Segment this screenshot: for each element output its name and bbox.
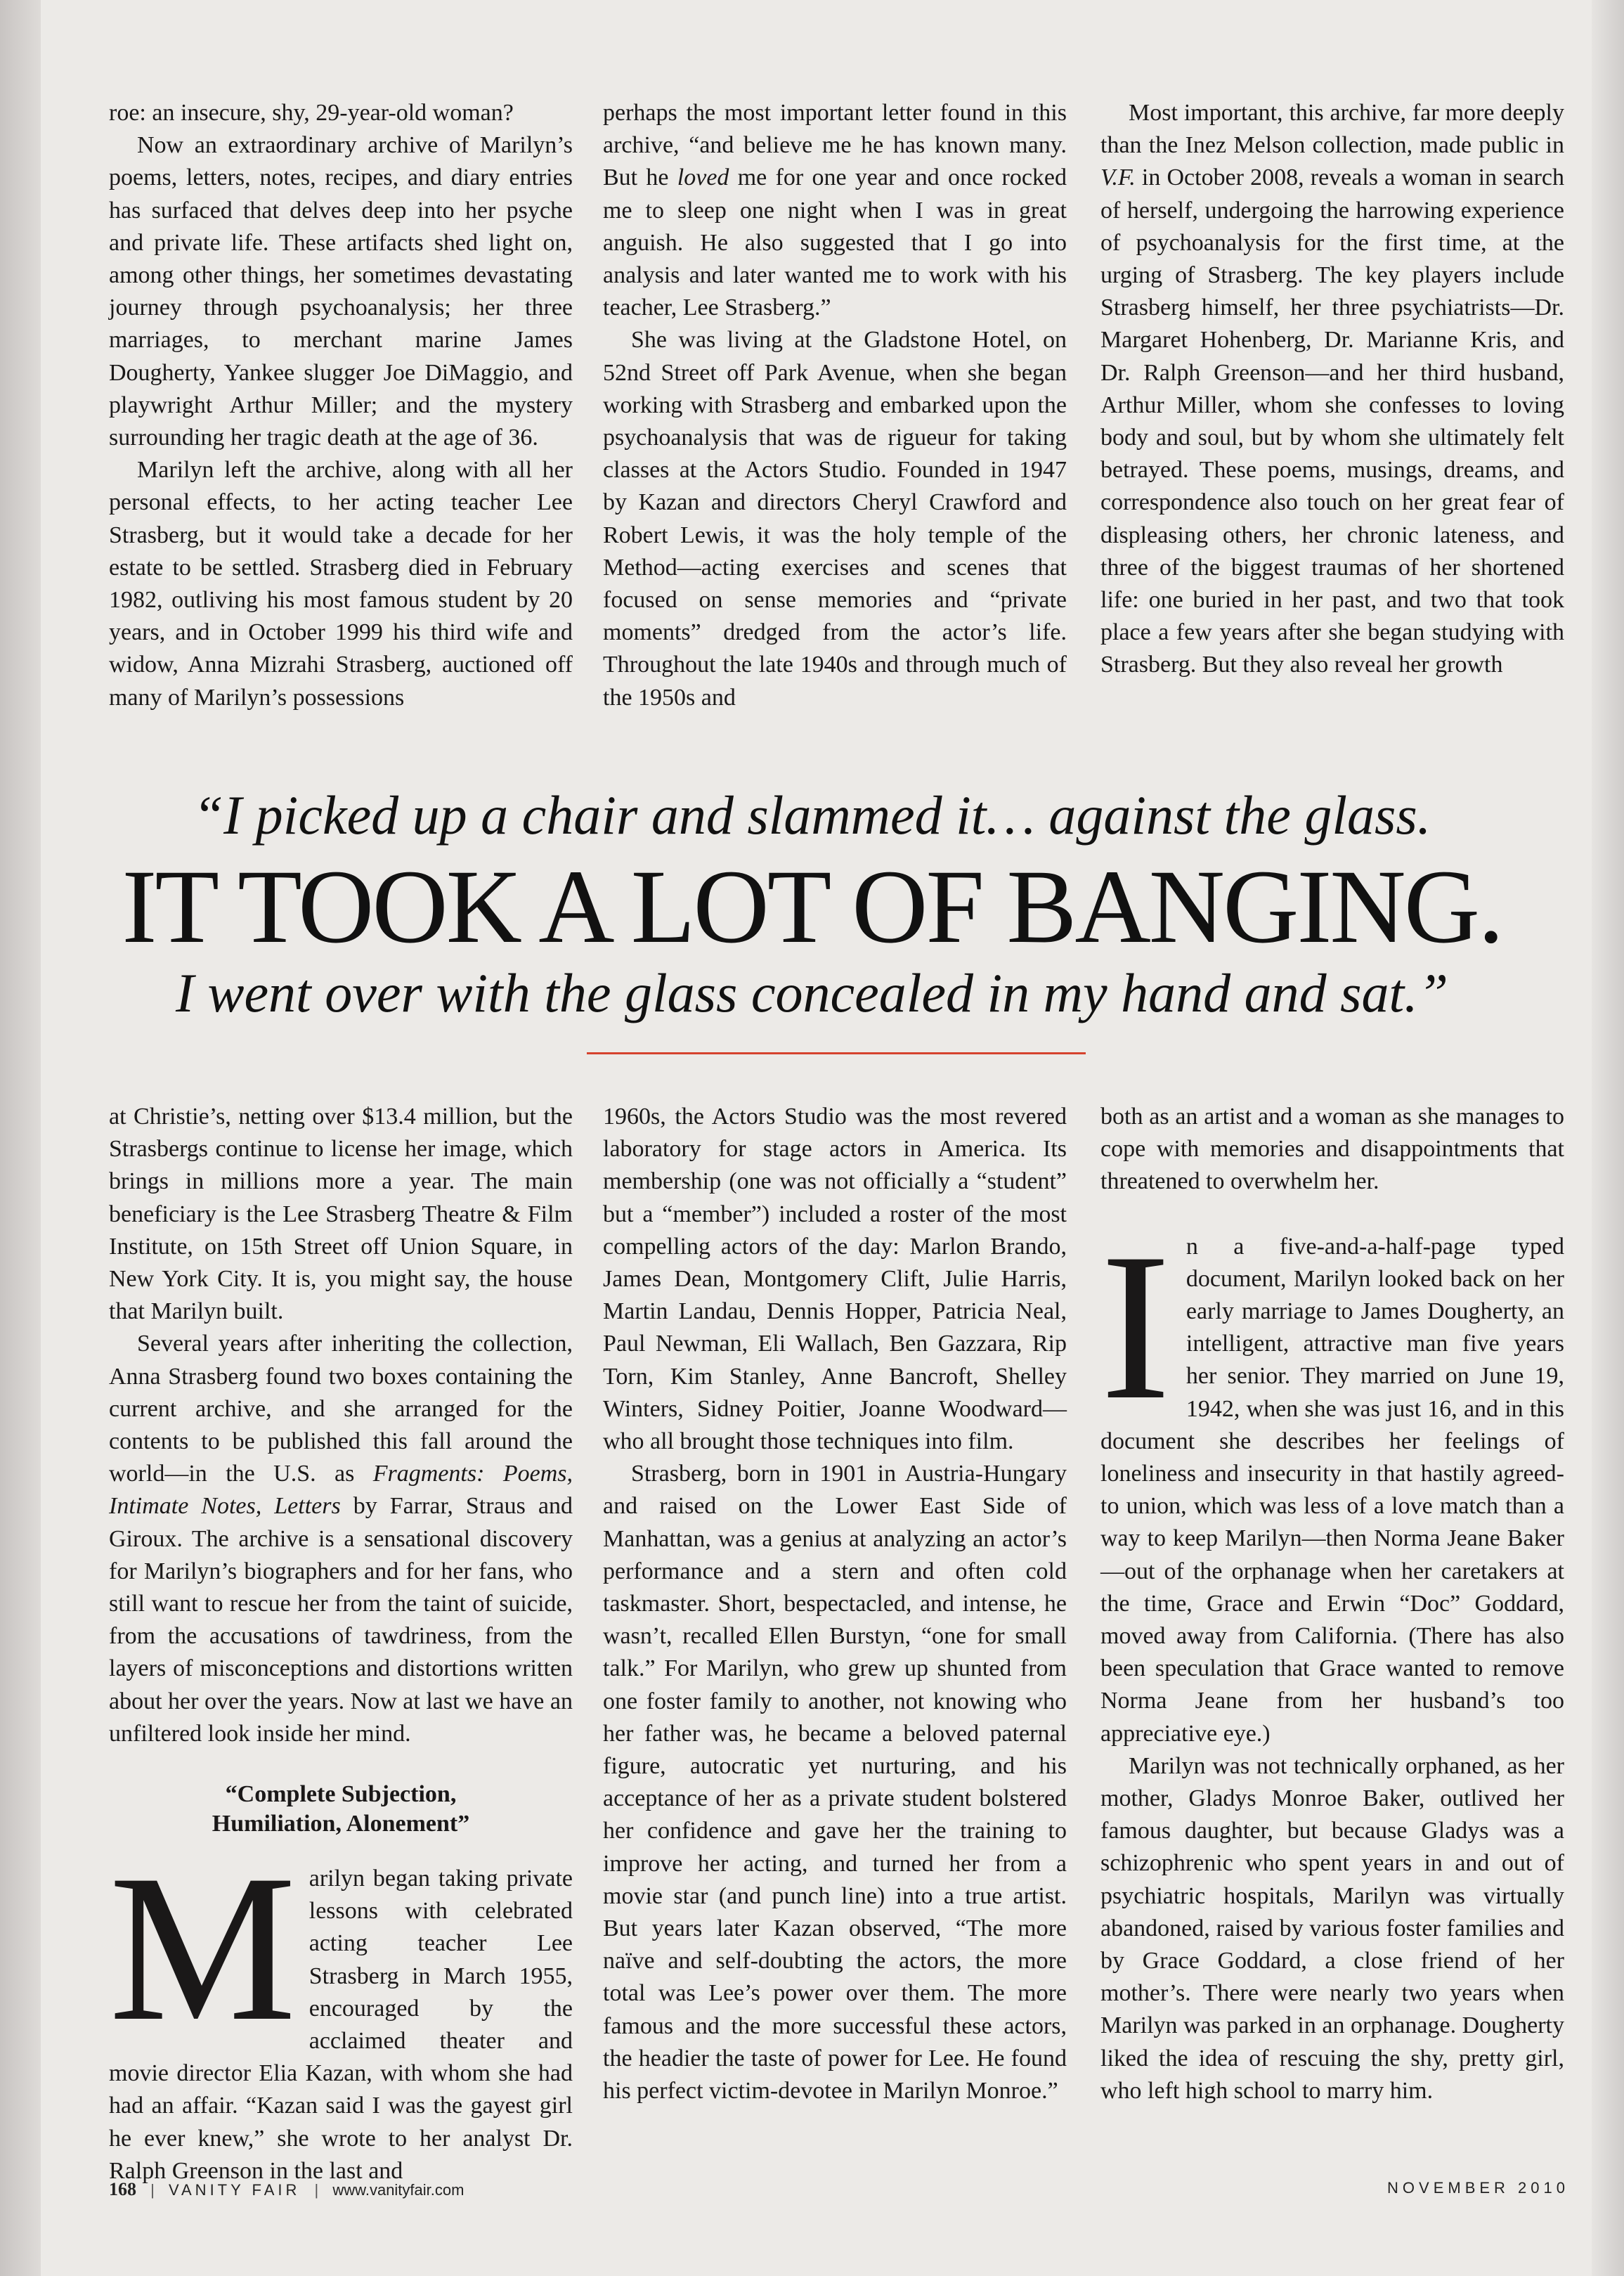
pull-quote-line-1: “I picked up a chair and slammed it… against the glass. <box>193 784 1431 846</box>
paragraph: roe: an insecure, shy, 29-year-old woman? <box>109 100 514 126</box>
paragraph: Strasberg, born in 1901 in Austria-Hungary and raised on the Lower East Side of Manhattan, was a genius at analyzing an actor’s performance and a stern and often cold taskmaster. Short, bespectacled, and intense, he wasn’t, recalled Ellen Burstyn, “one for small talk.” For Marilyn, who grew up shunted from one foster family to another, not knowing who her father was, he became a beloved paternal figure, autocratic yet nurturing, and his acceptance of her as a private student bolstered her confidence and gave her the training to improve her acting, and turned her from a movie star (and punch line) into a true artist. But years later Kazan observed, “The more naïve and self-doubting the actors, the more total was Lee’s power over them. The more famous and the more successful these actors, the headier the taste of power for Lee. He found his perfect victim-devotee in Marilyn Monroe.” <box>603 1461 1067 2104</box>
paragraph: Now an extraordinary archive of Marilyn’s poems, letters, notes, recipes, and diary entries has surfaced that delves deep into her psyche and private life. These artifacts shed light on, among other things, her sometimes devastating journey through psychoanalysis; her three marriages, to merchant marine James Dougherty, Yankee slugger Joe DiMaggio, and playwright Arthur Miller; and the mystery surrounding her tragic death at the age of 36. <box>109 132 573 451</box>
footer-divider: | <box>314 2181 319 2199</box>
pull-quote-headline: IT TOOK A LOT OF BANGING. <box>122 848 1502 965</box>
page-edge-shadow <box>1592 0 1624 2276</box>
section-subhead <box>109 1780 573 1839</box>
drop-cap: I <box>1100 1209 1171 1443</box>
emphasis-text: loved <box>677 164 729 191</box>
paragraph: Marilyn left the archive, along with all her personal effects, to her acting teacher Lee Strasberg, but it would take a decade for her estate to be settled. Strasberg died in February 1982, outliving his most famous student by 20 years, and in October 1999 his third wife and widow, Anna Mizrahi Strasberg, auctioned off many of Marilyn’s possessions <box>109 457 573 711</box>
paragraph: at Christie’s, netting over $13.4 million, but the Strasbergs continue to license her image, which brings in millions more a year. The main beneficiary is the Lee Strasberg Theatre & Film Institute, on 15th Street off Union Square, in New York City. It is, you might say, the house that Marilyn built. <box>109 1104 573 1325</box>
paragraph <box>1100 97 1564 682</box>
text-run: Most important, this archive, far more deeply than the Inez Melson collection, made public in <box>1100 100 1564 159</box>
bottom-column-2 <box>603 1101 1067 2155</box>
pull-quote-line-3: I went over with the glass concealed in my hand and sat.” <box>175 962 1449 1023</box>
page-gutter-shadow <box>0 0 41 2276</box>
top-column-3 <box>1100 97 1564 744</box>
paragraph: both as an artist and a woman as she manages to cope with memories and disappointments that threatened to overwhelm her. <box>1100 1104 1564 1195</box>
book-title: Fragments: Poems, Intimate Notes, Letters <box>109 1461 573 1520</box>
drop-cap: M <box>109 1831 297 2065</box>
text-run: me for one year and once rocked me to sleep one night when I was in great anguish. He also suggested that I go into analysis and later wanted me to work with his teacher, Lee Strasberg.” <box>603 164 1067 321</box>
magazine-abbrev: V.F. <box>1100 164 1136 191</box>
text-run: in October 2008, reveals a woman in search of herself, undergoing the harrowing experience of psychoanalysis for the first time, at the urging of Strasberg. The key players include Strasberg himself, her three psychiatrists—Dr. Margaret Hohenberg, Dr. Marianne Kris, and Dr. Ralph Greenson—and her third husband, Arthur Miller, whom she confesses to loving body and soul, but by whom she ultimately felt betrayed. These poems, musings, dreams, and correspondence also touch on her great fear of displeasing others, her chronic lateness, and three of the biggest traumas of her shortened life: one buried in her past, and two that took place a few years after she began studying with Strasberg. But they also reveal her growth <box>1100 164 1564 678</box>
issue-date: NOVEMBER 2010 <box>1387 2179 1569 2197</box>
text-run: n a five-and-a-half-page typed document, Marilyn looked back on her early marriage to James Dougherty, an intelligent, attractive man five years her senior. They married on June 19, 1942, when she was just 16, and in this document she describes her feelings of loneliness and insecurity in that hastily agreed-to union, which was less of a love match than a way to keep Marilyn—then Norma Jeane Baker—out of the orphanage when her caretakers at the time, Grace and Erwin “Doc” Goddard, moved away from California. (There has also been speculation that Grace wanted to remove Norma Jeane from her husband’s too appreciative eye.) <box>1100 1233 1564 1747</box>
text-run: by Farrar, Straus and Giroux. The archive is a sensational discovery for Marilyn’s biographers and for her fans, who still want to rescue her from the taint of suicide, from the accusations of tawdriness, from the layers of misconceptions and distortions written about her over the years. Now at last we have an unfiltered look inside her mind. <box>109 1493 573 1747</box>
text-run: Several years after inheriting the collection, Anna Strasberg found two boxes containing the current archive, and she arranged for the contents to be published this fall around the world—in the U.S. as <box>109 1331 573 1487</box>
bottom-column-3 <box>1100 1101 1564 2155</box>
subhead-line: Humiliation, Alonement” <box>212 1811 470 1837</box>
page-footer-left <box>109 2179 464 2200</box>
paragraph <box>603 97 1067 324</box>
text-run: perhaps the most important letter found in this archive, “and believe me he has known many. But he <box>603 100 1067 191</box>
pull-quote-divider <box>587 1052 1086 1054</box>
top-column-1 <box>109 97 573 744</box>
top-column-2 <box>603 97 1067 744</box>
website-url: www.vanityfair.com <box>332 2181 465 2199</box>
paragraph: 1960s, the Actors Studio was the most revered laboratory for stage actors in America. Its membership (one was not officially a “student” but a “member”) included a roster of the most compelling actors of the day: Marlon Brando, James Dean, Montgomery Clift, Julie Harris, Martin Landau, Dennis Hopper, Patricia Neal, Paul Newman, Eli Wallach, Ben Gazzara, Rip Torn, Kim Stanley, Anne Bancroft, Shelley Winters, Sidney Poitier, Joanne Woodward—who all brought those techniques into film. <box>603 1104 1067 1455</box>
footer-divider: | <box>150 2181 155 2199</box>
paragraph <box>109 1831 573 2187</box>
page-number: 168 <box>109 2179 136 2199</box>
paragraph: She was living at the Gladstone Hotel, on 52nd Street off Park Avenue, when she began working with Strasberg and embarked upon the psychoanalysis that was de rigueur for taking classes at the Actors Studio. Founded in 1947 by Kazan and directors Cheryl Crawford and Robert Lewis, it was the holy temple of the Method—acting exercises and scenes that focused on sense memories and “private moments” dredged from the actor’s life. Throughout the late 1940s and through much of the 1950s and <box>603 327 1067 711</box>
paragraph <box>1100 1209 1564 1750</box>
bottom-column-1 <box>109 1101 573 2184</box>
paragraph: Marilyn was not technically orphaned, as her mother, Gladys Monroe Baker, outlived her famous daughter, but because Gladys was a schizophrenic who spent years in and out of psychiatric hospitals, Marilyn was virtually abandoned, raised by various foster families and by Grace Goddard, a close friend of her mother’s. There were nearly two years when Marilyn was parked in an orphanage. Dougherty liked the idea of rescuing the shy, pretty girl, who left high school to marry him. <box>1100 1752 1564 2104</box>
magazine-name: VANITY FAIR <box>168 2181 301 2199</box>
text-run: arilyn began taking private lessons with celebrated acting teacher Lee Strasberg in March 1955, encouraged by the acclaimed theater and movie director Elia Kazan, with whom she had had an affair. “Kazan said I was the gayest girl he ever knew,” she wrote to her analyst Dr. Ralph Greenson in the last and <box>109 1866 573 2184</box>
subhead-line: “Complete Subjection, <box>225 1781 457 1808</box>
paragraph <box>109 1328 573 1750</box>
